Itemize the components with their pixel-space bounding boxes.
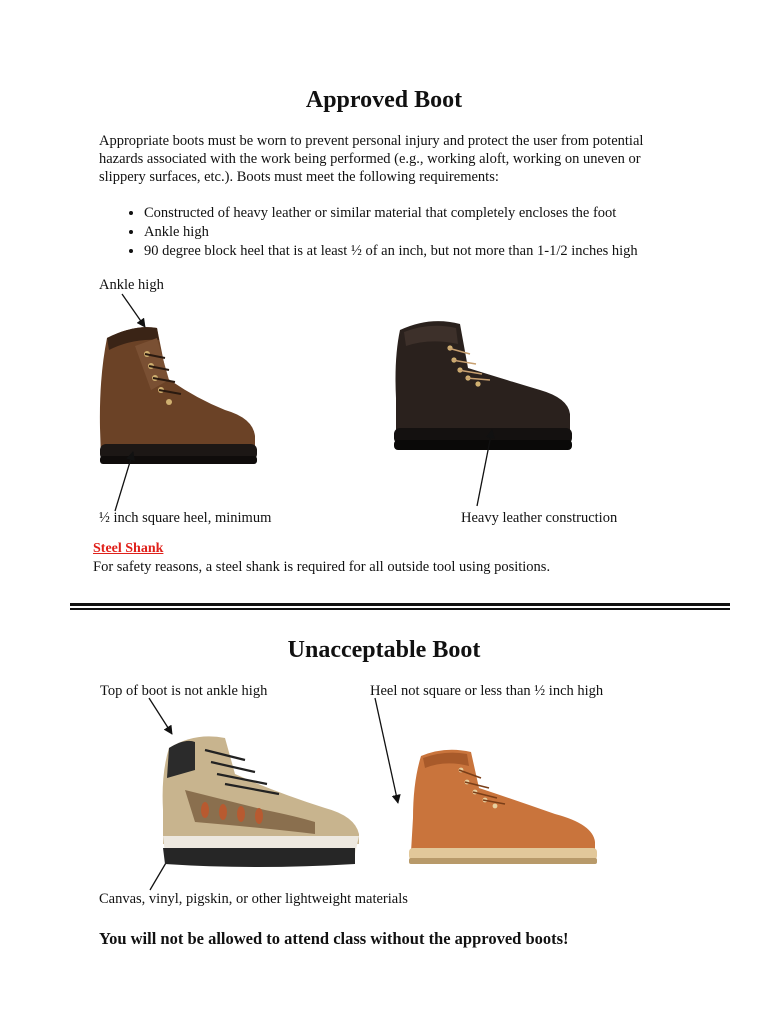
unacceptable-title: Unacceptable Boot <box>287 637 481 663</box>
section-divider <box>70 603 730 606</box>
label-ankle-high: Ankle high <box>99 277 164 293</box>
requirement-item: • Ankle high <box>144 223 744 242</box>
label-heel-not-square: Heel not square or less than ½ inch high <box>370 683 604 699</box>
label-not-ankle-high: Top of boot is not ankle high <box>100 683 268 699</box>
label-heel-minimum: ½ inch square heel, minimum <box>99 510 272 526</box>
unacceptable-tan-boot-image <box>405 748 600 873</box>
steel-shank-heading: Steel Shank <box>93 541 164 556</box>
unacceptable-hiker-shoe-image <box>155 730 365 875</box>
requirement-item: • Constructed of heavy leather or similar material that completely encloses the foot <box>144 204 744 223</box>
approved-title: Approved Boot <box>305 87 463 113</box>
section-divider-secondary <box>70 608 730 610</box>
label-heavy-leather: Heavy leather construction <box>461 510 618 526</box>
requirement-item: • 90 degree block heel that is at least ½ of an inch, but not more than 1-1/2 inches high <box>144 242 744 261</box>
warning-text: You will not be allowed to attend class without the approved boots! <box>99 929 569 948</box>
label-lightweight-materials: Canvas, vinyl, pigskin, or other lightweight materials <box>99 891 408 907</box>
steel-shank-text: For safety reasons, a steel shank is required for all outside tool using positions. <box>93 559 551 575</box>
intro-paragraph: Appropriate boots must be worn to prevent personal injury and protect the user from potential hazards associated with the work being performed (e.g., working aloft, working on uneven or slippery surfaces, etc.). Boots must meet the following requirements: <box>99 133 644 185</box>
